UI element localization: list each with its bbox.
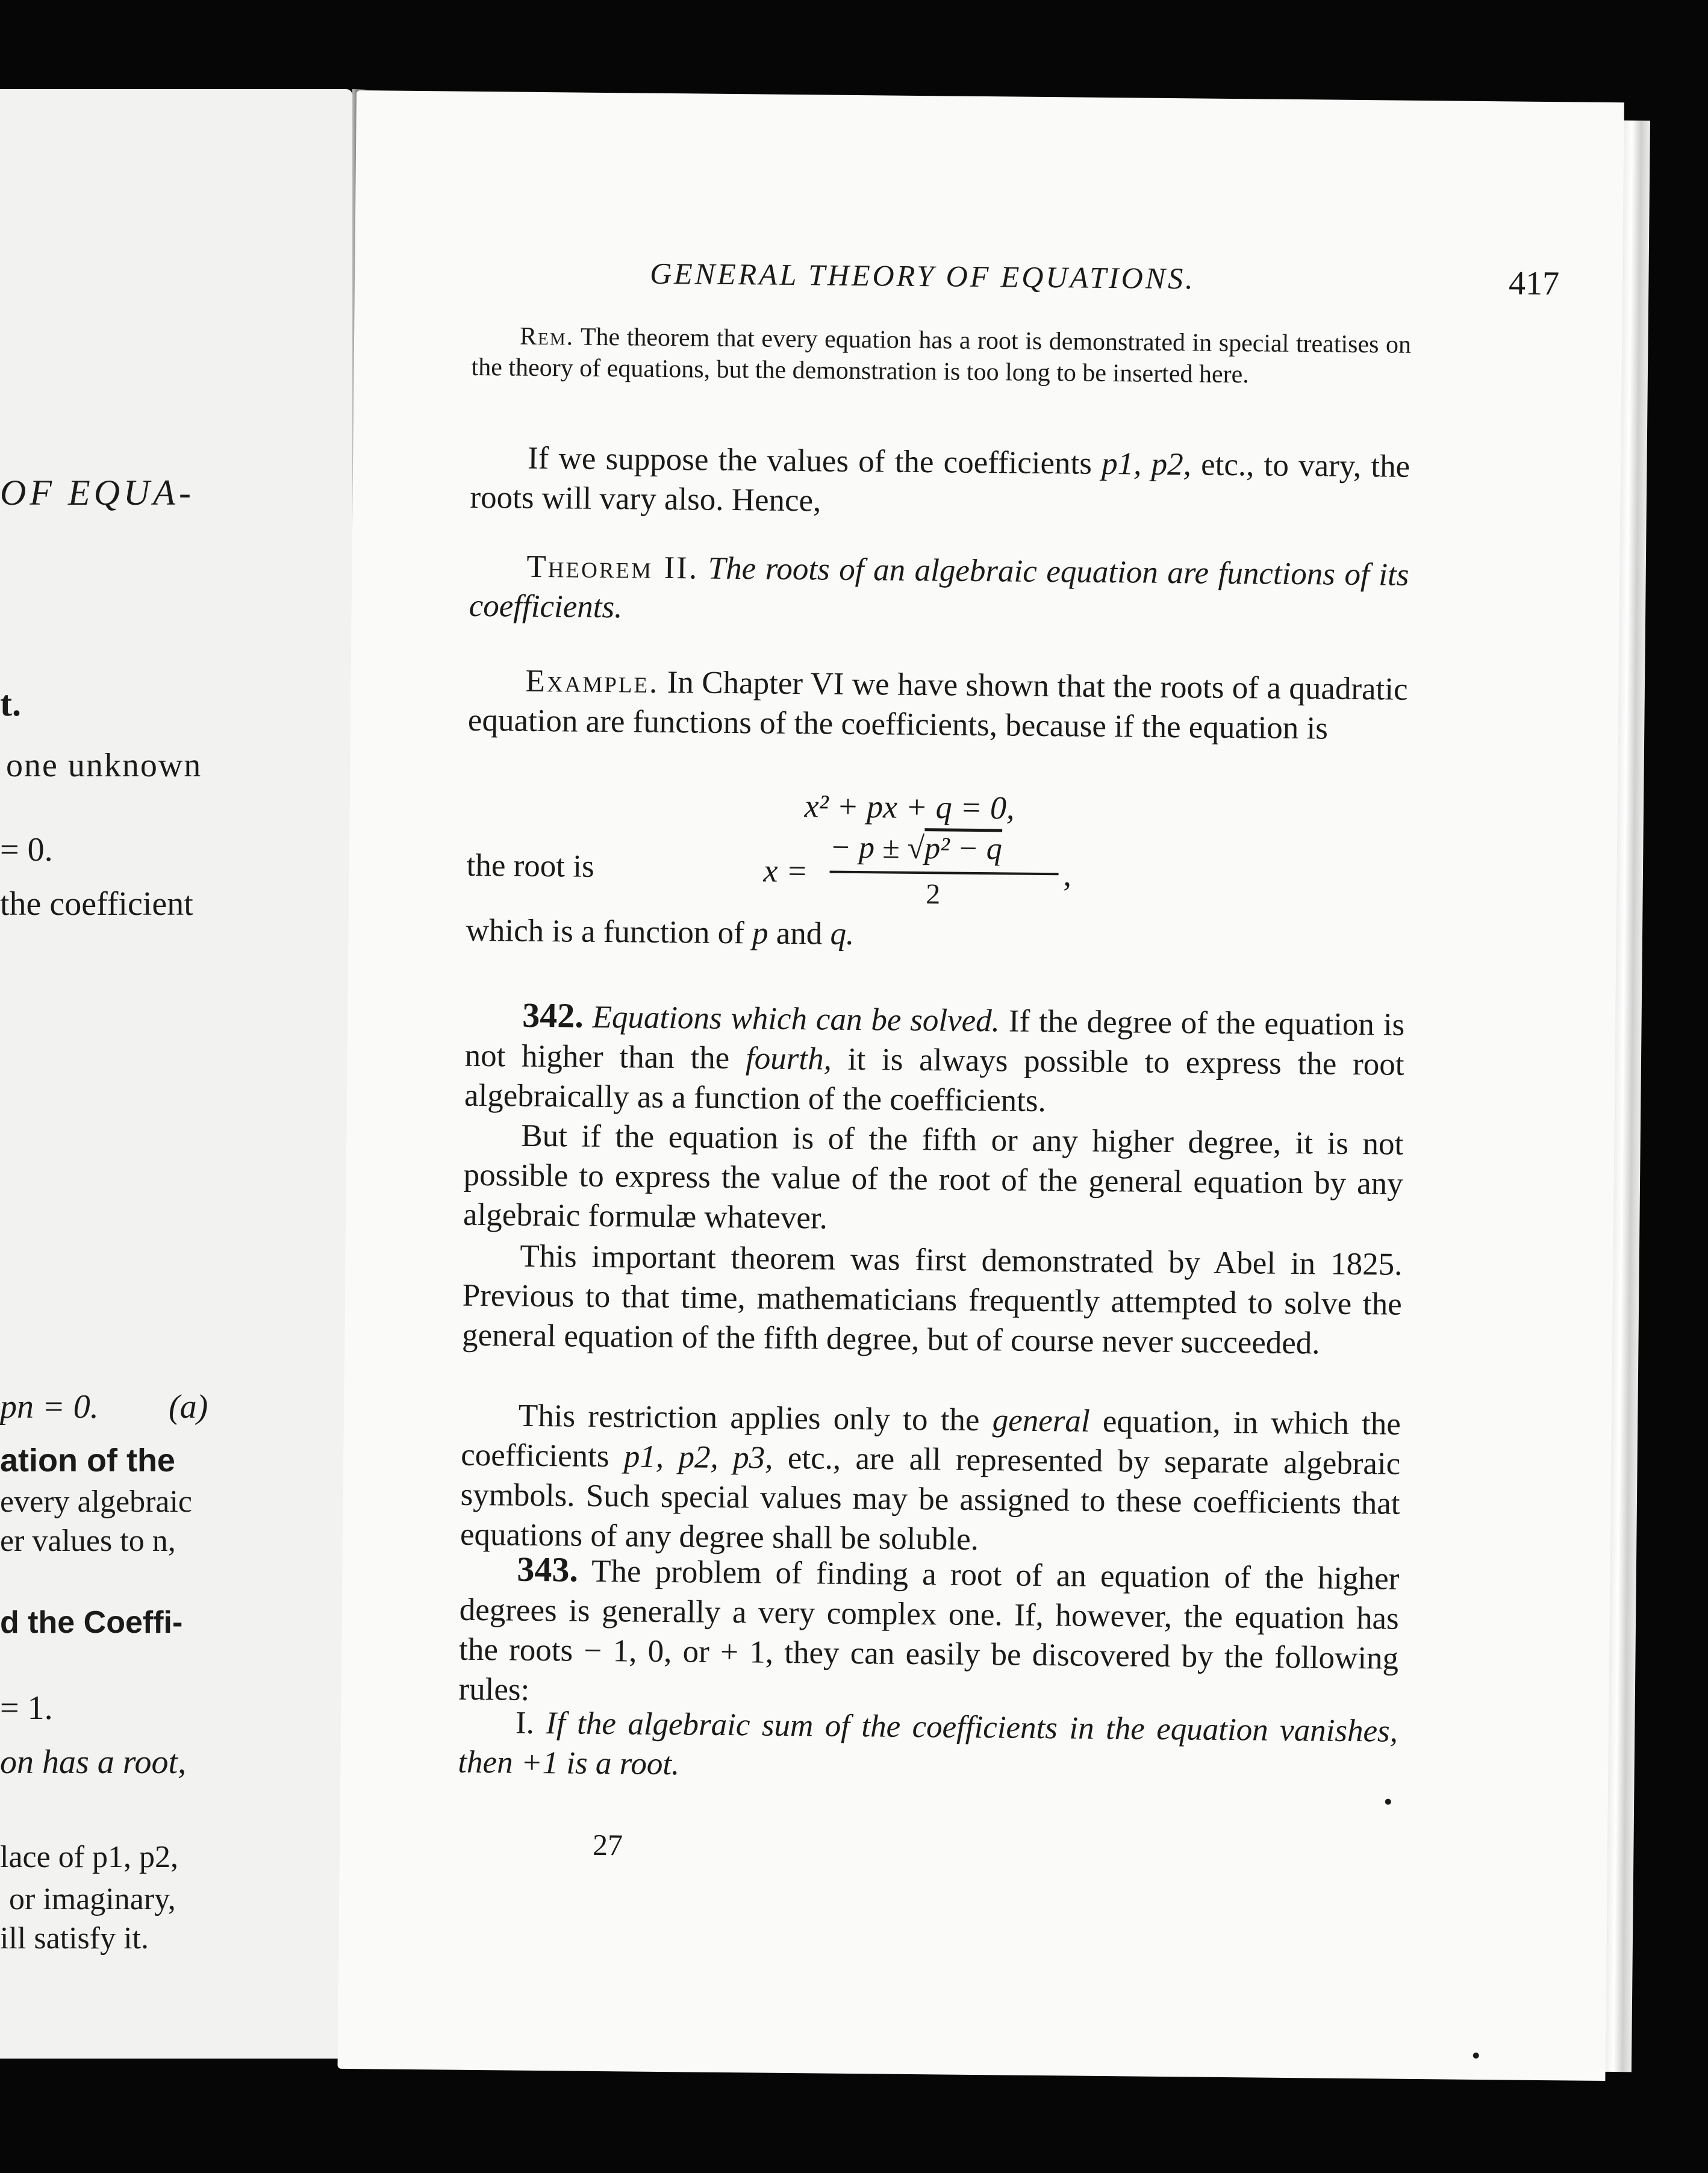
example-text: In Chapter VI we have shown that the roots of a quadratic equation are functions of the coefficients, because if the equation is xyxy=(467,664,1408,746)
left-text-fragment: = 1. xyxy=(0,1689,53,1727)
left-heading-fragment: OF EQUA- xyxy=(0,473,195,513)
fifth-degree-paragraph xyxy=(463,1115,1404,1244)
rule-text: If the algebraic sum of the coefficients in the equation vanishes, then +1 is a root. xyxy=(458,1706,1398,1782)
abel-paragraph xyxy=(462,1236,1403,1364)
section-number-342: 342. xyxy=(522,995,584,1035)
restriction-coefficients: p1, p2, p3, xyxy=(623,1439,773,1476)
formula-radicand: p² − q xyxy=(924,831,1003,867)
suppose-coefficients: p1, p2, xyxy=(1101,446,1192,482)
example-label: Example. xyxy=(525,663,659,700)
left-page xyxy=(0,89,352,2059)
section-number-343: 343. xyxy=(517,1549,579,1589)
left-subheading-fragment: t. xyxy=(0,684,21,723)
suppose-text-a: If we suppose the values of the coefficients xyxy=(527,440,1092,481)
example-paragraph xyxy=(468,661,1408,749)
left-text-fragment: er values to n, xyxy=(0,1524,176,1558)
section-text-342a: If the degree of the equation is not higher than the xyxy=(464,1003,1405,1076)
left-bold-fragment: d the Coeffi- xyxy=(0,1605,183,1640)
section-fourth: fourth, xyxy=(745,1041,832,1077)
remark-label: Rem. xyxy=(519,322,575,351)
section-text-343: The problem of finding a root of an equation of the higher degrees is generally a very complex one. If, however, the equation has the roots − 1, 0, or + 1, they can easily be discovered by the following rules: xyxy=(458,1553,1400,1707)
left-text-fragment: = 0. xyxy=(0,831,53,868)
root-label: the root is xyxy=(466,847,594,884)
rule-numeral: I. xyxy=(515,1705,535,1741)
restriction-paragraph xyxy=(460,1395,1401,1564)
section-342 xyxy=(464,995,1405,1124)
page-number: 417 xyxy=(1508,264,1560,303)
section-title-342: Equations which can be solved. xyxy=(592,999,1000,1039)
print-speck xyxy=(1385,1799,1391,1805)
function-text: which is a function of xyxy=(466,912,745,951)
running-title: GENERAL THEORY OF EQUATIONS. xyxy=(649,256,1195,296)
left-bold-fragment: ation of the xyxy=(0,1442,175,1479)
left-text-fragment: on has a root, xyxy=(0,1744,187,1781)
right-page xyxy=(337,90,1624,2081)
function-and: and xyxy=(776,915,823,952)
rule-one xyxy=(458,1703,1398,1791)
theorem-label: Theorem II. xyxy=(526,549,699,586)
left-text-fragment: lace of p1, p2, xyxy=(0,1840,179,1874)
restriction-text-b: equation, in which the coefficients xyxy=(460,1403,1401,1474)
restriction-text-a: This restriction applies only to the xyxy=(518,1398,980,1438)
function-paragraph xyxy=(466,911,1406,959)
section-343 xyxy=(458,1549,1399,1718)
left-text-fragment: every algebraic xyxy=(0,1485,193,1519)
print-speck xyxy=(1473,2053,1479,2059)
running-head xyxy=(650,256,1560,313)
abel-text: This important theorem was first demonstrated by Abel in 1825. Previous to that time, mathematicians frequently attempted to solve the general equation of the fifth degree, but of course never succeeded. xyxy=(461,1238,1403,1361)
theorem-paragraph xyxy=(469,546,1409,635)
formula-comma: , xyxy=(1063,856,1072,893)
fifth-degree-text: But if the equation is of the fifth or any higher degree, it is not possible to express the value of the root of the general equation by any algebraic formulæ whatever. xyxy=(463,1118,1404,1236)
restriction-text-c: etc., are all represented by separate algebraic symbols. Such special values may be assigned to these coefficients that equations of any degree shall be soluble. xyxy=(460,1440,1401,1557)
section-text-342b: it is always possible to express the root algebraically as a function of the coefficients. xyxy=(464,1041,1404,1119)
left-text-fragment: or imaginary, xyxy=(9,1882,176,1916)
suppose-text-b: etc., to vary, the roots will vary also. Hence, xyxy=(470,447,1410,519)
formula-numerator xyxy=(830,830,1002,867)
left-equation-fragment: pn = 0. xyxy=(0,1388,99,1426)
remark-text: The theorem that every equation has a root is demonstrated in special treatises on the theory of equations, but the demonstration is too long to be inserted here. xyxy=(471,323,1412,389)
formula-lhs: x = xyxy=(763,852,808,890)
formula-denominator: 2 xyxy=(925,878,941,911)
quadratic-equation: x² + px + q = 0, xyxy=(804,788,1015,826)
var-q: q. xyxy=(830,916,855,952)
var-p: p xyxy=(752,915,768,951)
left-text-fragment: the coefficient xyxy=(0,885,193,923)
fraction-bar xyxy=(830,871,1059,876)
left-equation-label: (a) xyxy=(169,1388,208,1426)
remark-paragraph xyxy=(471,320,1411,392)
signature-mark: 27 xyxy=(592,1827,623,1862)
left-text-fragment: one unknown xyxy=(6,747,202,784)
restriction-general: general xyxy=(992,1403,1090,1439)
left-text-fragment: ill satisfy it. xyxy=(0,1921,149,1956)
quadratic-formula xyxy=(763,829,1077,923)
theorem-text: The roots of an algebraic equation are functions of its coefficients. xyxy=(469,550,1409,625)
suppose-paragraph xyxy=(470,438,1410,526)
formula-numerator-a: − p ± √ xyxy=(829,830,925,866)
